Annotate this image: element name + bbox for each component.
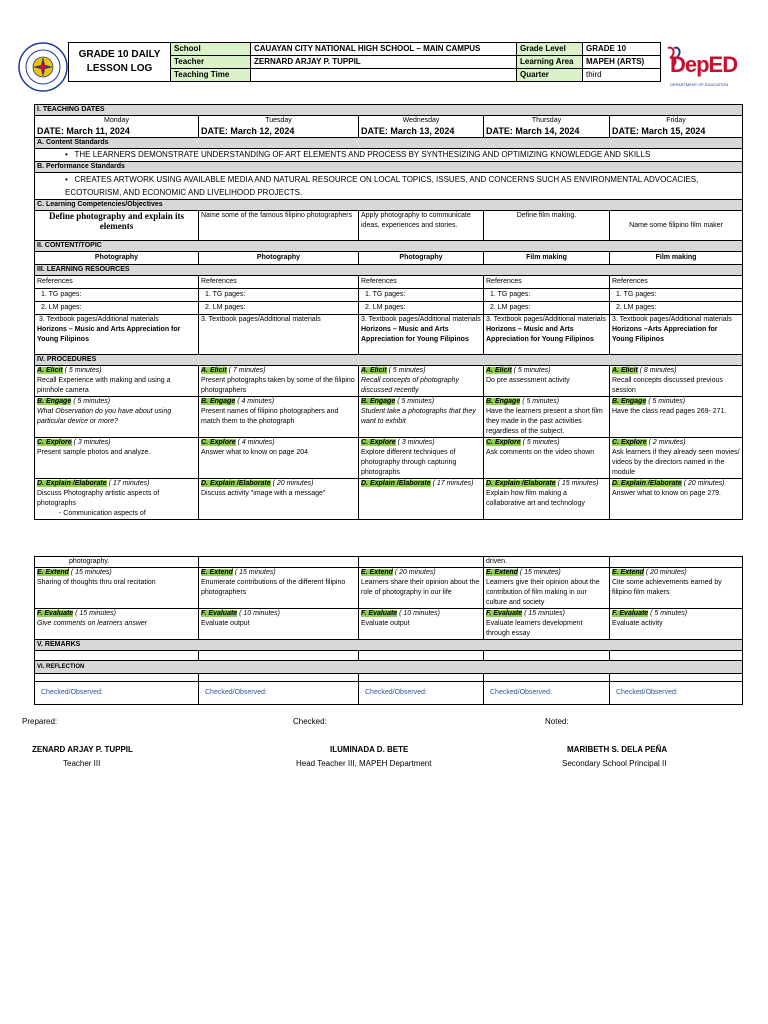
quarter-value: third bbox=[583, 69, 661, 82]
lesson-log-table-continued bbox=[34, 556, 743, 705]
extend-label: E. Extend bbox=[361, 569, 393, 576]
lm-pages-monday: 2. LM pages: bbox=[35, 302, 199, 315]
explore-time: ( 3 minutes) bbox=[397, 439, 435, 446]
date-tuesday: DATE: March 12, 2024 bbox=[201, 126, 295, 136]
header-table bbox=[68, 42, 661, 82]
explain-text: Discuss activity "image with a message" bbox=[201, 490, 326, 497]
evaluate-thursday bbox=[484, 609, 610, 640]
elicit-time: ( 5 minutes) bbox=[64, 367, 102, 374]
elicit-label: A. Elicit bbox=[361, 367, 387, 374]
day-monday: Monday bbox=[104, 117, 129, 124]
teaching-time-label: Teaching Time bbox=[171, 69, 251, 82]
elicit-label: A. Elicit bbox=[201, 367, 227, 374]
school-label: School bbox=[171, 43, 251, 56]
textbook-title: Horizons – Music and Arts Appreciation for Young Filipinos bbox=[37, 326, 181, 343]
reflection-cell bbox=[35, 674, 199, 682]
teacher-value: ZERNARD ARJAY P. TUPPIL bbox=[251, 56, 517, 69]
extend-label: E. Extend bbox=[486, 569, 518, 576]
learning-area-value: MAPEH (ARTS) bbox=[583, 56, 661, 69]
explain-label: D. Explain /Elaborate bbox=[612, 480, 682, 487]
remarks-cell bbox=[359, 651, 484, 661]
references-wednesday: References bbox=[359, 276, 484, 289]
explore-text: Ask comments on the video shown bbox=[486, 449, 595, 456]
extend-thursday bbox=[484, 568, 610, 609]
checked-observed-thursday: Checked/Observed: bbox=[484, 682, 610, 705]
extend-time: ( 15 minutes) bbox=[70, 569, 112, 576]
textbook-tuesday bbox=[199, 315, 359, 355]
checked-title: Head Teacher III, MAPEH Department bbox=[296, 759, 432, 768]
engage-text: Have the learners present a short film they made in the past activities regardless of the subject. bbox=[486, 408, 603, 435]
explore-label: C. Explore bbox=[37, 439, 72, 446]
references-friday: References bbox=[610, 276, 743, 289]
evaluate-time: ( 10 minutes) bbox=[399, 610, 440, 617]
explore-monday bbox=[35, 438, 199, 479]
evaluate-friday bbox=[610, 609, 743, 640]
extend-time: ( 20 minutes) bbox=[394, 569, 436, 576]
objective-monday: Define photography and explain its elements bbox=[35, 211, 199, 241]
explain-monday bbox=[35, 479, 199, 520]
evaluate-label: F. Evaluate bbox=[201, 610, 238, 617]
topic-friday: Film making bbox=[610, 252, 743, 265]
checked-label: Checked: bbox=[293, 717, 327, 726]
elicit-label: A. Elicit bbox=[612, 367, 638, 374]
explain-time: ( 15 minutes) bbox=[557, 480, 599, 487]
procedures-heading: IV. PROCEDURES bbox=[35, 355, 743, 366]
explore-text: Present sample photos and analyze. bbox=[37, 449, 151, 456]
noted-name: MARIBETH S. DELA PEÑA bbox=[567, 745, 668, 754]
extend-text: Enumerate contributions of the different filipino photographers bbox=[201, 579, 346, 596]
day-friday: Friday bbox=[666, 117, 686, 124]
extend-label: E. Extend bbox=[37, 569, 69, 576]
evaluate-wednesday bbox=[359, 609, 484, 640]
explain-text: Discuss Photography artistic aspects of photographs bbox=[37, 490, 160, 507]
objective-tuesday: Name some of the famous filipino photographers bbox=[199, 211, 359, 241]
quarter-label: Quarter bbox=[517, 69, 583, 82]
elicit-time: ( 5 minutes) bbox=[513, 367, 551, 374]
engage-label: B. Engage bbox=[612, 398, 647, 405]
continued-tuesday bbox=[199, 557, 359, 568]
prepared-title: Teacher III bbox=[63, 759, 101, 768]
learning-area-label: Learning Area bbox=[517, 56, 583, 69]
elicit-text: Present photographs taken by some of the filipino photographers bbox=[201, 377, 355, 394]
evaluate-monday bbox=[35, 609, 199, 640]
deped-logo-subtext: DEPARTMENT OF EDUCATION bbox=[670, 82, 729, 87]
teaching-time-value bbox=[251, 69, 517, 82]
extend-tuesday bbox=[199, 568, 359, 609]
explore-text: Answer what to know on page 204 bbox=[201, 449, 309, 456]
textbook-title: Horizons – Music and Arts Appreciation for Young Filipinos bbox=[486, 326, 594, 343]
extend-time: ( 15 minutes) bbox=[234, 569, 276, 576]
content-topic-heading: II. CONTENT/TOPIC bbox=[35, 241, 743, 252]
explore-label: C. Explore bbox=[201, 439, 236, 446]
engage-time: ( 5 minutes) bbox=[522, 398, 560, 405]
explore-label: C. Explore bbox=[612, 439, 647, 446]
noted-label: Noted: bbox=[545, 717, 569, 726]
extend-text: Learners give their opinion about the contribution of film making in our culture and society bbox=[486, 579, 600, 606]
explore-time: ( 3 minutes) bbox=[73, 439, 111, 446]
school-value: CAUAYAN CITY NATIONAL HIGH SCHOOL – MAIN CAMPUS bbox=[251, 43, 517, 56]
date-thursday: DATE: March 14, 2024 bbox=[486, 126, 580, 136]
textbook-monday bbox=[35, 315, 199, 355]
engage-tuesday bbox=[199, 397, 359, 438]
evaluate-time: ( 15 minutes) bbox=[75, 610, 116, 617]
references-thursday: References bbox=[484, 276, 610, 289]
objective-thursday: Define film making. bbox=[484, 211, 610, 241]
explain-wednesday bbox=[359, 479, 484, 520]
log-title: GRADE 10 DAILY LESSON LOG bbox=[69, 43, 171, 82]
elicit-label: A. Elicit bbox=[486, 367, 512, 374]
checked-name: ILUMINADA D. BETE bbox=[330, 745, 409, 754]
lesson-log-table bbox=[34, 104, 743, 520]
evaluate-text: Evaluate output bbox=[361, 620, 410, 627]
explain-text: Answer what to know on page 279. bbox=[612, 490, 721, 497]
explain-text: Explain how film making a collaborative art and technology bbox=[486, 490, 585, 507]
performance-standards-item: • CREATES ARTWORK USING AVAILABLE MEDIA AND NATURAL RESOURCE ON LOCAL TOPICS, ISSUES, AND CONCERNS SUCH AS ENVIRONMENTAL ADVOCACIES, ECOTOURISM, AND ECONOMIC AND LIVELIHOOD PROJECTS. bbox=[35, 173, 743, 200]
elicit-monday bbox=[35, 366, 199, 397]
explain-time: ( 17 minutes) bbox=[432, 480, 474, 487]
evaluate-text: Evaluate activity bbox=[612, 620, 663, 627]
explore-text: Ask learners if they already seen movies/ videos by the directors named in the module bbox=[612, 449, 740, 476]
day-tuesday: Tuesday bbox=[265, 117, 292, 124]
lm-pages-tuesday: 2. LM pages: bbox=[199, 302, 359, 315]
deped-logo-text: DepED bbox=[670, 52, 738, 77]
tg-pages-monday: 1. TG pages: bbox=[35, 289, 199, 302]
day-wednesday: Wednesday bbox=[402, 117, 440, 124]
extend-text: Sharing of thoughts thru oral recitation bbox=[37, 579, 156, 586]
textbook-thursday bbox=[484, 315, 610, 355]
explore-tuesday bbox=[199, 438, 359, 479]
extend-time: ( 20 minutes) bbox=[645, 569, 687, 576]
textbook-friday bbox=[610, 315, 743, 355]
explore-thursday bbox=[484, 438, 610, 479]
explain-time: ( 20 minutes) bbox=[272, 480, 314, 487]
continued-friday bbox=[610, 557, 743, 568]
continued-monday: photography. bbox=[35, 557, 199, 568]
topic-monday: Photography bbox=[35, 252, 199, 265]
engage-label: B. Engage bbox=[361, 398, 396, 405]
extend-label: E. Extend bbox=[612, 569, 644, 576]
reflection-cell bbox=[359, 674, 484, 682]
explain-time: ( 17 minutes) bbox=[108, 480, 150, 487]
textbook-title: Horizons –Arts Appreciation for Young Filipinos bbox=[612, 326, 718, 343]
prepared-label: Prepared: bbox=[22, 717, 58, 726]
engage-text: Present names of filipino photographers and match them to the photograph bbox=[201, 408, 339, 425]
engage-label: B. Engage bbox=[201, 398, 236, 405]
elicit-text: Recall Experience with making and using a pinnhole camera bbox=[37, 377, 171, 394]
engage-label: B. Engage bbox=[37, 398, 72, 405]
engage-time: ( 5 minutes) bbox=[73, 398, 111, 405]
engage-monday bbox=[35, 397, 199, 438]
textbook-label: 3. Textbook pages/Additional materials bbox=[361, 316, 481, 323]
teaching-dates-heading: I. TEACHING DATES bbox=[35, 105, 743, 116]
performance-standards-heading: B. Performance Standards bbox=[35, 162, 743, 173]
tg-pages-tuesday: 1. TG pages: bbox=[199, 289, 359, 302]
explore-time: ( 2 minutes) bbox=[648, 439, 686, 446]
date-friday: DATE: March 15, 2024 bbox=[612, 126, 706, 136]
explore-wednesday bbox=[359, 438, 484, 479]
elicit-friday bbox=[610, 366, 743, 397]
learning-resources-heading: III. LEARNING RESOURCES bbox=[35, 265, 743, 276]
competencies-heading: C. Learning Competencies/Objectives bbox=[35, 200, 743, 211]
evaluate-text: Give comments on learners answer bbox=[37, 620, 148, 627]
content-standards-item: • THE LEARNERS DEMONSTRATE UNDERSTANDING OF ART ELEMENTS AND PROCESS BY SYNTHESIZING AND OPTIMIZING KNOWLEDGE AND SKILLS bbox=[35, 149, 743, 162]
reflection-cell bbox=[610, 674, 743, 682]
engage-text: What Observation do you have about using particular device or more? bbox=[37, 408, 172, 425]
explore-time: ( 4 minutes) bbox=[237, 439, 275, 446]
elicit-time: ( 8 minutes) bbox=[639, 367, 677, 374]
remarks-cell bbox=[484, 651, 610, 661]
engage-time: ( 5 minutes) bbox=[648, 398, 686, 405]
explain-label: D. Explain /Elaborate bbox=[201, 480, 271, 487]
objective-wednesday: Apply photography to communicate ideas, experiences and stories. bbox=[359, 211, 484, 241]
textbook-wednesday bbox=[359, 315, 484, 355]
lm-pages-friday: 2. LM pages: bbox=[610, 302, 743, 315]
textbook-label: 3. Textbook pages/Additional materials bbox=[201, 316, 321, 323]
engage-label: B. Engage bbox=[486, 398, 521, 405]
evaluate-time: ( 15 minutes) bbox=[524, 610, 565, 617]
extend-wednesday bbox=[359, 568, 484, 609]
tg-pages-thursday: 1. TG pages: bbox=[484, 289, 610, 302]
deped-seal-logo bbox=[18, 42, 68, 92]
elicit-tuesday bbox=[199, 366, 359, 397]
elicit-label: A. Elicit bbox=[37, 367, 63, 374]
topic-tuesday: Photography bbox=[199, 252, 359, 265]
textbook-label: 3. Textbook pages/Additional materials bbox=[486, 316, 606, 323]
explain-label: D. Explain /Elaborate bbox=[361, 480, 431, 487]
topic-thursday: Film making bbox=[484, 252, 610, 265]
evaluate-label: F. Evaluate bbox=[486, 610, 523, 617]
evaluate-label: F. Evaluate bbox=[361, 610, 398, 617]
evaluate-text: Evaluate output bbox=[201, 620, 250, 627]
date-wednesday: DATE: March 13, 2024 bbox=[361, 126, 455, 136]
content-standards-heading: A. Content Standards bbox=[35, 138, 743, 149]
remarks-heading: V. REMARKS bbox=[35, 640, 743, 651]
extend-text: Learners share their opinion about the role of photography in our life bbox=[361, 579, 480, 596]
day-thursday: Thursday bbox=[531, 117, 562, 124]
deped-logo bbox=[664, 44, 738, 92]
checked-observed-wednesday: Checked/Observed: bbox=[359, 682, 484, 705]
extend-label: E. Extend bbox=[201, 569, 233, 576]
tg-pages-wednesday: 1. TG pages: bbox=[359, 289, 484, 302]
explain-time: ( 20 minutes) bbox=[683, 480, 725, 487]
elicit-time: ( 7 minutes) bbox=[228, 367, 266, 374]
references-monday: References bbox=[35, 276, 199, 289]
evaluate-label: F. Evaluate bbox=[612, 610, 649, 617]
reflection-heading: VI. REFLECTION bbox=[35, 661, 743, 674]
extend-friday bbox=[610, 568, 743, 609]
explain-tuesday bbox=[199, 479, 359, 520]
evaluate-text: Evaluate learners development through essay bbox=[486, 620, 583, 637]
explain-label: D. Explain /Elaborate bbox=[37, 480, 107, 487]
tg-pages-friday: 1. TG pages: bbox=[610, 289, 743, 302]
lm-pages-thursday: 2. LM pages: bbox=[484, 302, 610, 315]
remarks-cell bbox=[35, 651, 199, 661]
engage-wednesday bbox=[359, 397, 484, 438]
objective-friday: Name some filipino film maker bbox=[610, 211, 743, 241]
extend-text: Cite some achievements earned by filipino film makers bbox=[612, 579, 722, 596]
continued-thursday: driven. bbox=[484, 557, 610, 568]
elicit-text: Do pre assessment activity bbox=[486, 377, 570, 384]
elicit-text: Recall concepts discussed previous session bbox=[612, 377, 723, 394]
explain-subitem: - Communication aspects of bbox=[59, 510, 146, 517]
performance-standards-text: CREATES ARTWORK USING AVAILABLE MEDIA AND NATURAL RESOURCE ON LOCAL TOPICS, ISSUES, AND CONCERNS SUCH AS ENVIRONMENTAL ADVOCACIES, ECOTOURISM, AND ECONOMIC AND LIVELIHOOD PROJECTS. bbox=[65, 175, 699, 197]
engage-friday bbox=[610, 397, 743, 438]
explore-friday bbox=[610, 438, 743, 479]
topic-wednesday: Photography bbox=[359, 252, 484, 265]
checked-observed-monday: Checked/Observed: bbox=[35, 682, 199, 705]
remarks-cell bbox=[610, 651, 743, 661]
continued-wednesday bbox=[359, 557, 484, 568]
checked-observed-friday: Checked/Observed: bbox=[610, 682, 743, 705]
explain-thursday bbox=[484, 479, 610, 520]
elicit-text: Recall concepts of photography discussed recently bbox=[361, 377, 460, 394]
explain-label: D. Explain /Elaborate bbox=[486, 480, 556, 487]
elicit-thursday bbox=[484, 366, 610, 397]
explain-friday bbox=[610, 479, 743, 520]
engage-thursday bbox=[484, 397, 610, 438]
explore-time: ( 5 minutes) bbox=[522, 439, 560, 446]
noted-title: Secondary School Principal II bbox=[562, 759, 667, 768]
extend-time: ( 15 minutes) bbox=[519, 569, 561, 576]
textbook-title: Horizons – Music and Arts Appreciation for Young Filipinos bbox=[361, 326, 469, 343]
explore-text: Explore different techniques of photography through capturing photographs bbox=[361, 449, 457, 476]
elicit-time: ( 5 minutes) bbox=[388, 367, 426, 374]
teacher-label: Teacher bbox=[171, 56, 251, 69]
explore-label: C. Explore bbox=[361, 439, 396, 446]
content-standards-text: THE LEARNERS DEMONSTRATE UNDERSTANDING OF ART ELEMENTS AND PROCESS BY SYNTHESIZING AND OPTIMIZING KNOWLEDGE AND SKILLS bbox=[74, 150, 651, 159]
grade-level-label: Grade Level bbox=[517, 43, 583, 56]
textbook-label: 3. Textbook pages/Additional materials bbox=[39, 316, 159, 323]
references-tuesday: References bbox=[199, 276, 359, 289]
evaluate-label: F. Evaluate bbox=[37, 610, 74, 617]
elicit-wednesday bbox=[359, 366, 484, 397]
evaluate-time: ( 5 minutes) bbox=[650, 610, 688, 617]
grade-level-value: GRADE 10 bbox=[583, 43, 661, 56]
extend-monday bbox=[35, 568, 199, 609]
date-monday: DATE: March 11, 2024 bbox=[37, 126, 130, 136]
textbook-label: 3. Textbook pages/Additional materials bbox=[612, 316, 732, 323]
lm-pages-wednesday: 2. LM pages: bbox=[359, 302, 484, 315]
remarks-cell bbox=[199, 651, 359, 661]
explore-label: C. Explore bbox=[486, 439, 521, 446]
evaluate-time: ( 10 minutes) bbox=[239, 610, 280, 617]
engage-text: Have the class read pages 269- 271. bbox=[612, 408, 727, 415]
prepared-name: ZENARD ARJAY P. TUPPIL bbox=[32, 745, 133, 754]
reflection-cell bbox=[484, 674, 610, 682]
engage-time: ( 5 minutes) bbox=[397, 398, 435, 405]
reflection-cell bbox=[199, 674, 359, 682]
checked-observed-tuesday: Checked/Observed: bbox=[199, 682, 359, 705]
engage-time: ( 4 minutes) bbox=[237, 398, 275, 405]
engage-text: Student take a photographs that they want to exhibit bbox=[361, 408, 476, 425]
evaluate-tuesday bbox=[199, 609, 359, 640]
